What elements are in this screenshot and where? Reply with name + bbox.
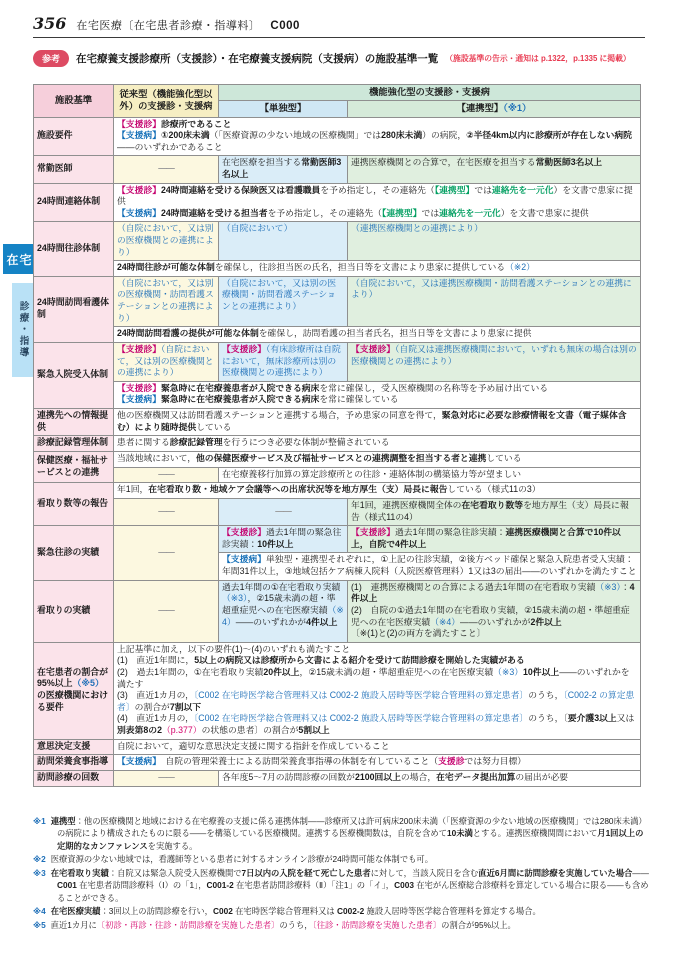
page-number: 356 bbox=[33, 14, 67, 33]
footnote-3 bbox=[33, 867, 650, 904]
chapter-title: 在宅医療〔在宅患者診療・指導料〕 bbox=[76, 20, 261, 32]
table-row bbox=[34, 381, 641, 408]
cell-kiroku-all: 患者に関する診療記録管理を行うにつき必要な体制が整備されている bbox=[114, 436, 641, 452]
footnote-marker: ※5 bbox=[33, 919, 46, 930]
table-row bbox=[34, 526, 641, 553]
footnote-marker: ※4 bbox=[33, 906, 46, 917]
cell-shisetsu-all: 【支援診】診療所であること 【支援病】①200床未満（「医療資源の少ない地域の医療機関」では280床未満）の病院，②半径4km以内に診療所が存在しない病院——のいずれかであること bbox=[114, 117, 641, 156]
cell-kinkyu-nyuin-jurai: 【支援診】（自院において，又は別の医療機関との連携により） bbox=[114, 342, 219, 381]
footnote-5 bbox=[33, 919, 650, 931]
cell-kinkyu-nyuin-all: 【支援診】緊急時に在宅療養患者が入院できる病床を常に確保し，受入医療機関の名称等を予め届け出ている 【支援病】緊急時に在宅療養患者が入院できる病床を常に確保している bbox=[114, 381, 641, 408]
cell-mitori-hokoku-renkei: 年1回，連携医療機関全体の在宅看取り数等を地方厚生（支）局長に報告（様式11の4） bbox=[348, 499, 641, 526]
cell-kinkyu-oshin-tandoku: 【支援診】過去1年間の緊急往診実績：10件以上 bbox=[219, 526, 348, 553]
table-row bbox=[34, 156, 641, 183]
cell-oshin24-renkei: （連携医療機関との連携により） bbox=[348, 222, 641, 261]
footnote-4 bbox=[33, 905, 650, 917]
table-title-note: （施設基準の告示・通知は p.1322，p.1335 に掲載） bbox=[445, 54, 631, 63]
footnote-2 bbox=[33, 853, 650, 865]
row-label-joho-teikyo: 連携先への情報提供 bbox=[34, 408, 114, 436]
table-row bbox=[34, 755, 641, 771]
table-row bbox=[34, 771, 641, 787]
cell-ishikettei-all: 自院において，適切な意思決定支援に関する指針を作成していること bbox=[114, 739, 641, 755]
table-row bbox=[34, 436, 641, 452]
row-label-kango24: 24時間訪問看護体制 bbox=[34, 276, 114, 342]
table-row bbox=[34, 327, 641, 343]
cell-kango24-renkei: （自院において，又は連携医療機関・訪問看護ステーションとの連携により） bbox=[348, 276, 641, 326]
cell-zaitaku95-all: 上記基準に加え，以下の要件(1)～(4)のいずれも満たすこと (1) 直近1年間に，5以上の病院又は診療所から文書による紹介を受けて訪問診療を開始した実績がある (2) 過去1年間の，①在宅看取り実績20件以上，②15歳未満の超・準超重症児への在宅医療実績（※3）10件以上——のいずれかを満たす (3) 直近1カ月の，〔C002 在宅時医学総合管理料又は C002-2 施設入居時等医学総合管理料の算定患者〕のうち，〔C002-2 の算定患者〕の割合が7割以下 (4) 直近1カ月の，〔C002 在宅時医学総合管理料又は C002-2 施設入居時等医学総合管理料の算定患者〕のうち，〔要介護3以上又は別表第8の2（p.377）の状態の患者〕の割合が5割以上 bbox=[114, 642, 641, 739]
table-row bbox=[34, 483, 641, 499]
footnote-text: 直近1カ月に〔初診・再診・往診・訪問診療を実施した患者〕のうち，〔往診・訪問診療を実施した患者〕の割合が95%以上。 bbox=[50, 919, 516, 930]
footnote-text: 連携型：他の医療機関と地域における在宅療養の支援に係る連携体制——診療所又は許可病床200床未満（「医療資源の少ない地域の医療機関」では280床未満）の病院により構成されたものに限る——を構築している医療機関。連携する医療機関数は，自院を含めて10未満とする。連携医療機関間において月1回以上の定期的なカンファレンスを実施する。 bbox=[50, 816, 647, 851]
cell-kinkyu-oshin-shienbyo: 【支援病】単独型・連携型それぞれに，①上記の往診実績，②後方ベッド確保と緊急入院患者受入実績：年間31件以上，③地域包括ケア病棟入院料（入院医療管理料）1又は3の届出——のいずれかを満たすこと bbox=[219, 553, 641, 580]
cell-eiyo-all: 【支援病】 自院の管理栄養士による訪問栄養食事指導の体制を有していること（支援診では努力目標） bbox=[114, 755, 641, 771]
table-row bbox=[34, 452, 641, 468]
col-header-juraigata: 従来型（機能強化型以外）の支援診・支援病 bbox=[114, 85, 219, 118]
col-header-shisetsu-kijun: 施設基準 bbox=[34, 85, 114, 118]
table-row bbox=[34, 117, 641, 156]
cell-mitori-jisseki-jurai: —— bbox=[114, 580, 219, 642]
cell-mitori-hokoku-tandoku: —— bbox=[219, 499, 348, 526]
footnote-marker: ※1 bbox=[33, 816, 46, 826]
sidebar-tab-shinryo-shido: 診療・指導 bbox=[12, 283, 33, 377]
footnote-1 bbox=[33, 815, 650, 852]
cell-mitori-jisseki-renkei: (1) 連携医療機関との合算による過去1年間の在宅看取り実績（※3）：4件以上 (2) 自院の①過去1年間の在宅看取り実績，②15歳未満の超・準超重症児への在宅医療実績（※4）——のいずれかが2件以上 〔※(1)と(2)の両方を満たすこと〕 bbox=[348, 580, 641, 642]
section-code: C000 bbox=[270, 20, 300, 32]
sanko-badge: 参考 bbox=[33, 50, 69, 67]
table-row bbox=[34, 276, 641, 326]
row-label-renraku24: 24時間連絡体制 bbox=[34, 183, 114, 222]
table-title: 在宅療養支援診療所（支援診）・在宅療養支援病院（支援病）の施設基準一覧 bbox=[76, 53, 439, 65]
row-label-hoken-fukushi: 保健医療・福祉サービスとの連携 bbox=[34, 452, 114, 483]
table-row bbox=[34, 739, 641, 755]
cell-joho-all: 他の医療機関又は訪問看護ステーションと連携する場合，予め患家の同意を得て，緊急対応に必要な診療情報を文書（電子媒体含む）により随時提供している bbox=[114, 408, 641, 436]
cell-kinkyu-oshin-jurai: —— bbox=[114, 526, 219, 580]
row-label-shinryo-kiroku: 診療記録管理体制 bbox=[34, 436, 114, 452]
cell-kango24-tandoku: （自院において，又は別の医療機関・訪問看護ステーションとの連携により） bbox=[219, 276, 348, 326]
row-label-ishikettei: 意思決定支援 bbox=[34, 739, 114, 755]
footnote-text: 在宅医療実績：3回以上の訪問診療を行い，C002 在宅時医学総合管理料又は C002-2 施設入居時等医学総合管理料を算定する場合。 bbox=[50, 906, 541, 917]
row-label-eiyo-shido: 訪問栄養食事指導 bbox=[34, 755, 114, 771]
cell-mitori-jisseki-tandoku: 過去1年間の①在宅看取り実績（※3），②15歳未満の超・準超重症児への在宅医療実績（※4）——のいずれかが4件以上 bbox=[219, 580, 348, 642]
footnotes bbox=[33, 815, 650, 932]
cell-oshin24-jurai: （自院において，又は別の医療機関との連携により） bbox=[114, 222, 219, 261]
row-label-mitori-hokoku: 看取り数等の報告 bbox=[34, 483, 114, 526]
row-label-mitori-jisseki: 看取りの実績 bbox=[34, 580, 114, 642]
row-label-homon-kaisu: 訪問診療の回数 bbox=[34, 771, 114, 787]
table-row bbox=[34, 222, 641, 261]
table-row bbox=[34, 183, 641, 222]
cell-kinkyu-nyuin-renkei: 【支援診】（自院又は連携医療機関において，いずれも無床の場合は別の医療機関との連携により） bbox=[348, 342, 641, 381]
cell-mitori-hokoku-jurai: —— bbox=[114, 499, 219, 526]
row-label-jokin-ishi: 常勤医師 bbox=[34, 156, 114, 183]
cell-renraku24-all: 【支援診】24時間連絡を受ける保険医又は看護職員を予め指定し，その連絡先（【連携型】では連絡先を一元化）を文書で患家に提供 【支援病】24時間連絡を受ける担当者を予め指定し，その連絡先（【連携型】では連絡先を一元化）を文書で患家に提供 bbox=[114, 183, 641, 222]
table-row bbox=[34, 467, 641, 483]
cell-jokin-renkei: 連携医療機関との合算で，在宅医療を担当する常勤医師3名以上 bbox=[348, 156, 641, 183]
cell-kinkyu-oshin-renkei: 【支援診】過去1年間の緊急往診実績：連携医療機関と合算で10件以上，自院で4件以上 bbox=[348, 526, 641, 553]
cell-hoken-jurai: —— bbox=[114, 467, 219, 483]
footnote-text: 医療資源の少ない地域では，看護師等といる患者に対するオンライン診療が24時間可能な体制でも可。 bbox=[50, 854, 434, 865]
reference-title-line bbox=[33, 50, 653, 67]
running-head bbox=[33, 14, 645, 38]
cell-hoken-kyoka: 在宅療養移行加算の算定診療所との往診・連絡体制の構築協力等が望ましい bbox=[219, 467, 641, 483]
sidebar-tab-zaitaku: 在宅 bbox=[3, 244, 36, 274]
row-label-oshin24: 24時間往診体制 bbox=[34, 222, 114, 276]
cell-kango24-all: 24時間訪問看護の提供が可能な体制を確保し，訪問看護の担当者氏名，担当日等を文書により患家に提供 bbox=[114, 327, 641, 343]
cell-oshin24-tandoku: （自院において） bbox=[219, 222, 348, 261]
cell-kaisu-jurai: —— bbox=[114, 771, 219, 787]
row-label-kinkyu-oshin: 緊急往診の実績 bbox=[34, 526, 114, 580]
table-row bbox=[34, 642, 641, 739]
footnote-marker: ※3 bbox=[33, 867, 46, 878]
table-row bbox=[34, 342, 641, 381]
table-row bbox=[34, 408, 641, 436]
footnote-text: 在宅看取り実績：自院又は緊急入院受入医療機関で7日以内の入院を経て死亡した患者に対して，当該入院日を含む直近6月間に訪問診療を実施していた場合——C001 在宅患者訪問診療料（Ⅰ）の「1」，C001-2 在宅患者訪問診療料（Ⅱ）「注1」の「イ」，C003 在宅がん医療総合診療料を算定している場合に限る——も含めることができる。 bbox=[50, 867, 649, 903]
cell-kaisu-kyoka: 各年度5～7月の訪問診療の回数が2100回以上の場合，在宅データ提出加算の届出が必要 bbox=[219, 771, 641, 787]
table-row bbox=[34, 499, 641, 526]
row-label-zaitaku95: 在宅患者の割合が95%以上（※5）の医療機関における要件 bbox=[34, 642, 114, 739]
cell-jokin-tandoku: 在宅医療を担当する常勤医師3名以上 bbox=[219, 156, 348, 183]
cell-kango24-jurai: （自院において，又は別の医療機関・訪問看護ステーションとの連携により） bbox=[114, 276, 219, 326]
table-row bbox=[34, 261, 641, 277]
row-label-kinkyu-nyuin: 緊急入院受入体制 bbox=[34, 342, 114, 408]
row-label-shisetsu-yoken: 施設要件 bbox=[34, 117, 114, 156]
cell-oshin24-all: 24時間往診が可能な体制を確保し，往診担当医の氏名，担当日等を文書により患家に提供している（※2） bbox=[114, 261, 641, 277]
col-header-tandokugata: 【単独型】 bbox=[219, 101, 348, 117]
cell-mitori-hokoku-all: 年1回，在宅看取り数・地域ケア会議等への出席状況等を地方厚生（支）局長に報告している（様式11の3） bbox=[114, 483, 641, 499]
col-header-renkeigata: 【連携型】（※1） bbox=[348, 101, 641, 117]
col-header-kino-kyokagata: 機能強化型の支援診・支援病 bbox=[219, 85, 641, 101]
footnote-marker: ※2 bbox=[33, 854, 46, 865]
cell-kinkyu-nyuin-tandoku: 【支援診】（有床診療所は自院において，無床診療所は別の医療機関との連携により） bbox=[219, 342, 348, 381]
cell-jokin-jurai: —— bbox=[114, 156, 219, 183]
table-row bbox=[34, 580, 641, 642]
facility-standards-table bbox=[33, 84, 641, 787]
cell-hoken-all: 当該地域において，他の保健医療サービス及び福祉サービスとの連携調整を担当する者と連携している bbox=[114, 452, 641, 468]
